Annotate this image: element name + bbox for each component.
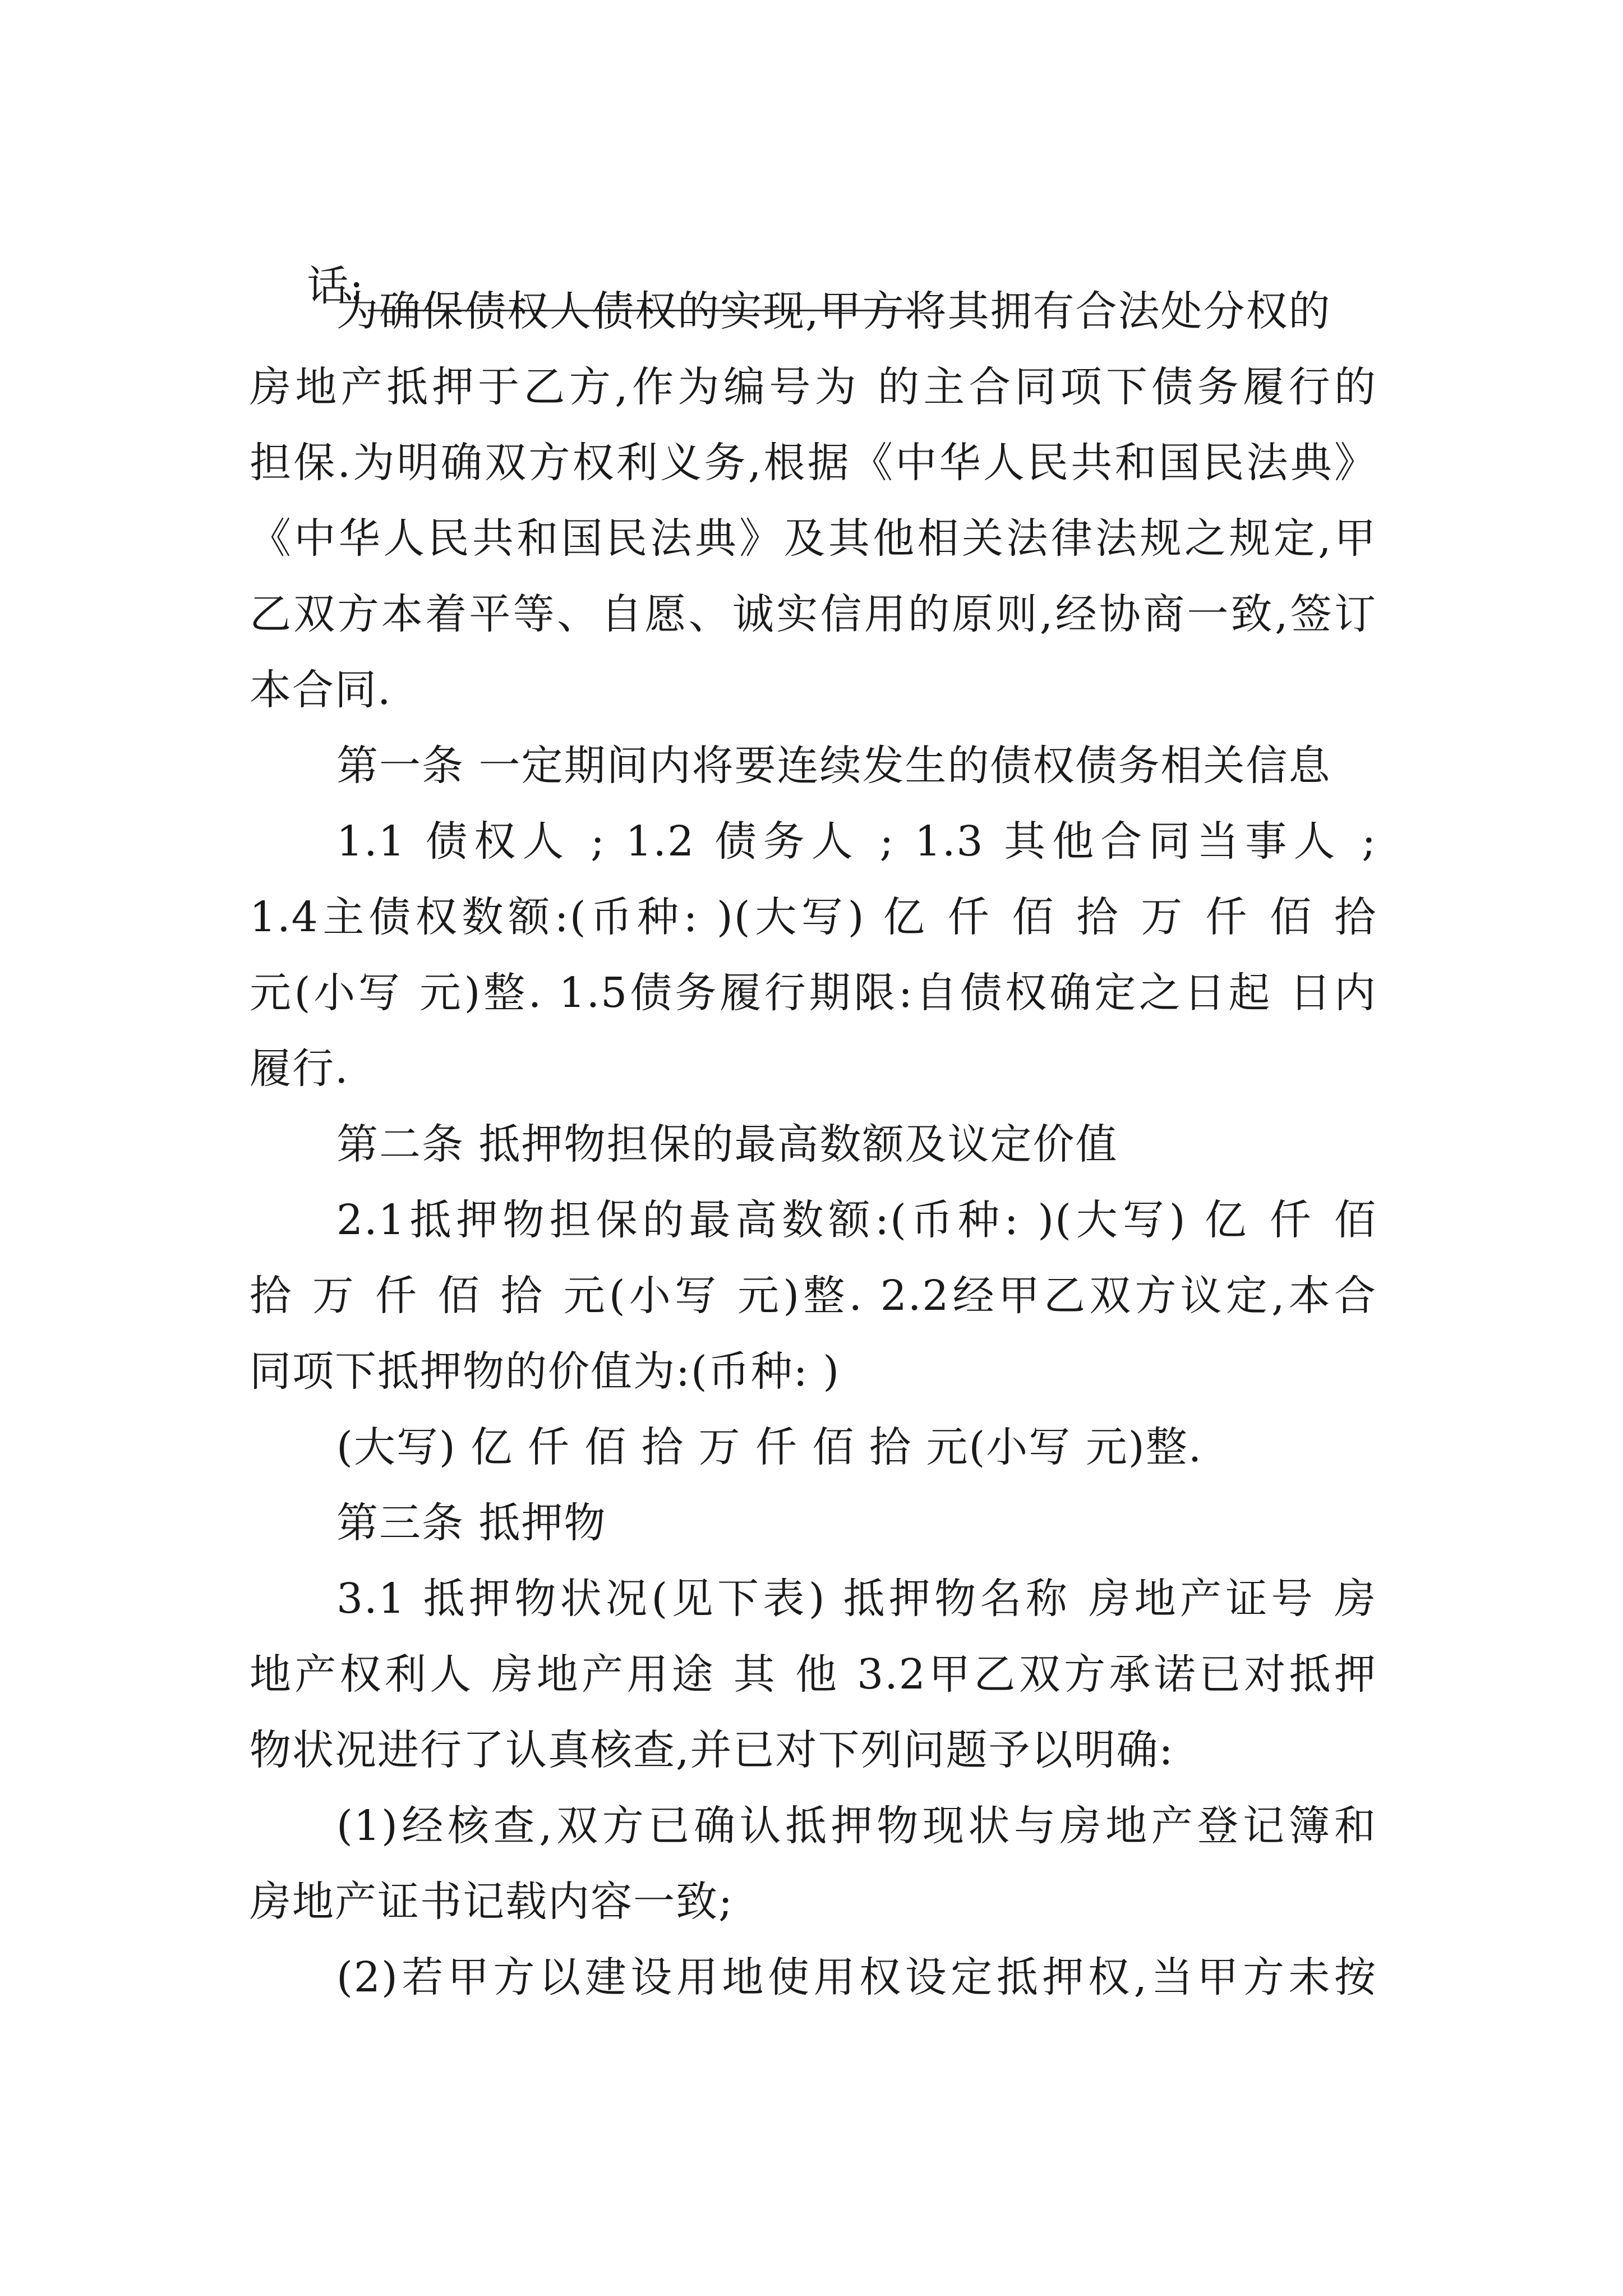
paragraph-line: 本合同. bbox=[250, 666, 392, 714]
paragraph-line: (大写) 亿 仟 佰 拾 万 仟 佰 拾 元(小写 元)整. bbox=[336, 1423, 1203, 1471]
paragraph-line: 拾 万 仟 佰 拾 元(小写 元)整. 2.2经甲乙双方议定,本合 bbox=[250, 1272, 1377, 1320]
paragraph-line: 《中华人民共和国民法典》及其他相关法律法规之规定,甲 bbox=[250, 514, 1377, 563]
paragraph-line: 元(小写 元)整. 1.5债务履行期限:自债权确定之日起 日内 bbox=[250, 969, 1377, 1017]
paragraph-line: 1.1 债权人 ; 1.2 债务人 ; 1.3 其他合同当事人 ; bbox=[336, 817, 1377, 866]
article-heading-2: 第二条 抵押物担保的最高数额及议定价值 bbox=[336, 1120, 1118, 1168]
paragraph-line: 房地产证书记载内容一致; bbox=[250, 1878, 734, 1926]
paragraph-line: (2)若甲方以建设用地使用权设定抵押权,当甲方未按 bbox=[336, 1953, 1377, 2001]
paragraph-line: 地产权利人 房地产用途 其 他 3.2甲乙双方承诺已对抵押 bbox=[250, 1650, 1377, 1699]
paragraph-line: 房地产抵押于乙方,作为编号为 的主合同项下债务履行的 bbox=[250, 363, 1377, 411]
paragraph-line: (1)经核查,双方已确认抵押物现状与房地产登记簿和 bbox=[336, 1802, 1377, 1850]
paragraph-line: 1.4主债权数额:(币种: )(大写) 亿 仟 佰 拾 万 仟 佰 拾 bbox=[250, 893, 1377, 941]
phone-label: 话: bbox=[307, 262, 365, 310]
article-heading-1: 第一条 一定期间内将要连续发生的债权债务相关信息 bbox=[336, 742, 1331, 790]
paragraph-line: 乙双方本着平等、自愿、诚实信用的原则,经协商一致,签订 bbox=[250, 590, 1377, 638]
paragraph-line: 履行. bbox=[250, 1045, 349, 1093]
paragraph-line: 物状况进行了认真核查,并已对下列问题予以明确: bbox=[250, 1726, 1174, 1774]
paragraph-line: 为确保债权人债权的实现,甲方将其拥有合法处分权的 bbox=[336, 287, 1331, 335]
paragraph-line: 3.1 抵押物状况(见下表) 抵押物名称 房地产证号 房 bbox=[336, 1575, 1377, 1623]
article-heading-3: 第三条 抵押物 bbox=[336, 1499, 607, 1547]
paragraph-line: 2.1抵押物担保的最高数额:(币种: )(大写) 亿 仟 佰 bbox=[336, 1196, 1377, 1244]
phone-field bbox=[250, 210, 923, 310]
paragraph-line: 担保.为明确双方权利义务,根据《中华人民共和国民法典》 bbox=[250, 439, 1377, 487]
paragraph-line: 同项下抵押物的价值为:(币种: ) bbox=[250, 1347, 841, 1396]
